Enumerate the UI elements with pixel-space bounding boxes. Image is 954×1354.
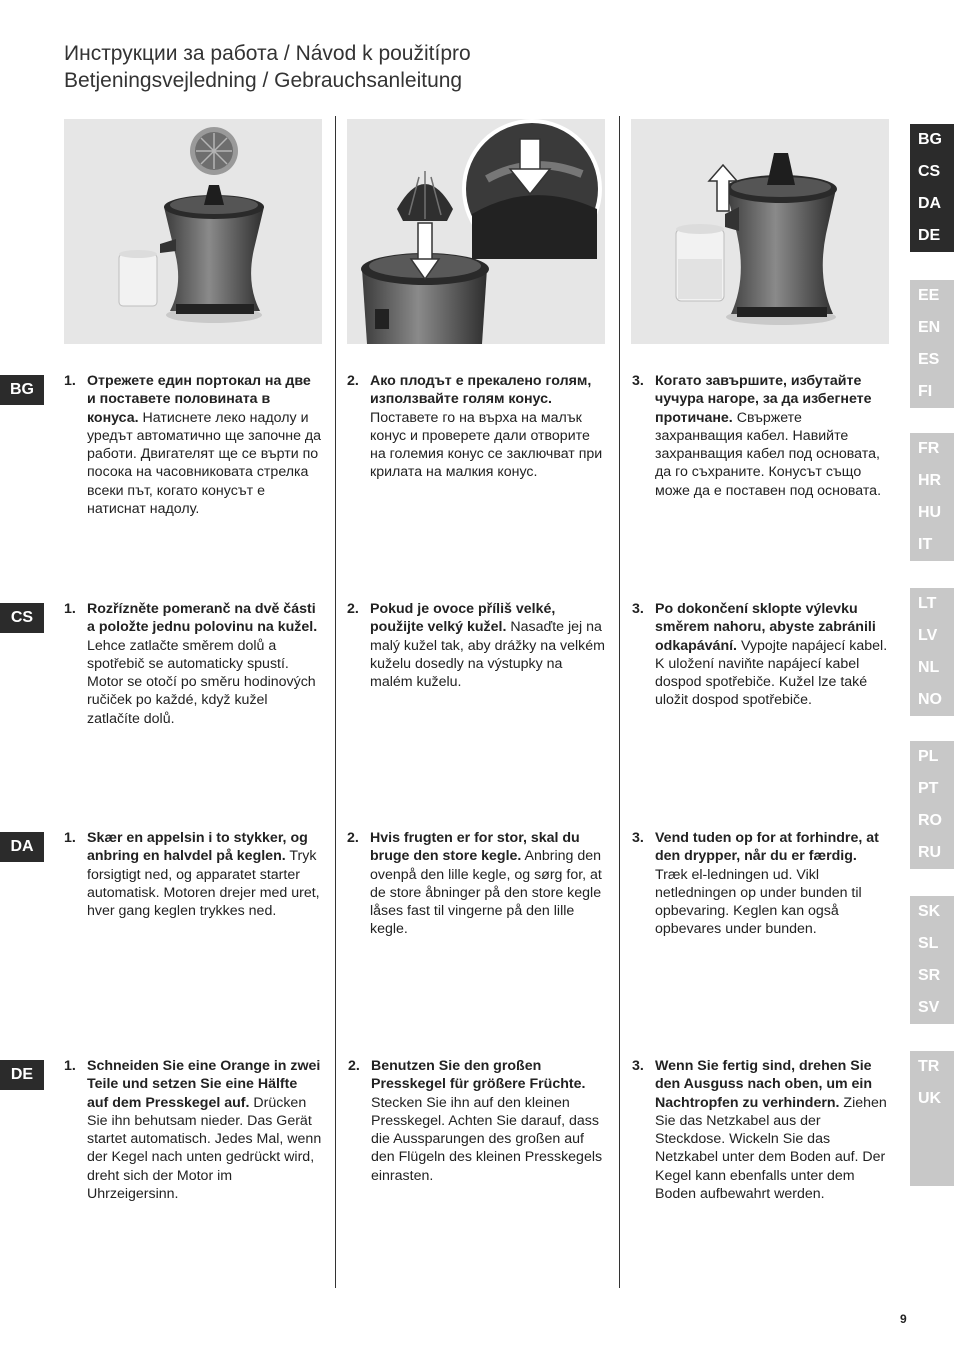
illustration-step-3	[631, 119, 889, 344]
page-title	[64, 40, 471, 94]
section-badge-de: DE	[0, 1060, 44, 1090]
step-body: Drücken Sie ihn behutsam nieder. Das Gerät startet automatisch. Jedes Mal, wenn der Kegel nach unten gedrückt wird, dreht sich der Motor im Uhrzeigersinn.	[87, 1094, 322, 1203]
step-heading: Ако плодът е прекалено голям, използвайте голям конус.	[370, 373, 592, 408]
step-body: Nasaďte jej na malý kužel tak, aby drážky na velkém kuželu dosedly na výstupky na malém kuželu.	[370, 619, 605, 691]
language-tab-group-1	[910, 124, 954, 252]
language-tab-group-4	[910, 588, 954, 716]
step-bg-3	[632, 372, 890, 500]
step-body: Lehce zatlačte směrem dolů a spotřebič se automaticky spustí. Motor se otočí po směru hodinových ručiček po každé, když kužel zatlačíte dolů.	[87, 637, 316, 727]
language-tab-ee[interactable]: EE	[918, 287, 940, 304]
language-tab-sr[interactable]: SR	[918, 967, 941, 984]
step-number: 2.	[347, 601, 359, 617]
step-heading: Po dokončení sklopte výlevku směrem nahoru, abyste zabránili odkapávání.	[655, 601, 876, 654]
step-cs-2	[347, 600, 605, 691]
step-heading: Vend tuden op for at forhindre, at den drypper, når du er færdig.	[655, 830, 879, 865]
page-number: 9	[900, 1312, 907, 1326]
step-bg-2	[347, 372, 605, 482]
language-tab-sk[interactable]: SK	[918, 903, 941, 920]
language-tab-hu[interactable]: HU	[918, 504, 942, 521]
language-tab-fi[interactable]: FI	[918, 383, 933, 400]
step-number: 3.	[632, 1058, 644, 1074]
language-tab-tr[interactable]: TR	[918, 1058, 940, 1075]
language-tab-pl[interactable]: PL	[918, 748, 939, 765]
step-body: Натиснете леко надолу и уредът автоматично ще започне да работи. Двигателят ще се върти по посока на часовниковата стрелка всеки път, когато конусът е натиснат надолу.	[87, 409, 322, 518]
step-number: 2.	[348, 1058, 360, 1074]
language-tab-lt[interactable]: LT	[918, 595, 937, 612]
step-body: Træk el-ledningen ud. Vikl netledningen op under bunden til opbevaring. Keglen kan også opbevares under bunden.	[655, 866, 862, 938]
step-heading: Pokud je ovoce příliš velké, použijte velký kužel.	[370, 601, 556, 636]
step-da-1	[64, 829, 322, 920]
step-da-2	[347, 829, 605, 939]
step-heading: Skær en appelsin i to stykker, og anbring en halvdel på keglen.	[87, 830, 308, 865]
step-body: Свържете захранващия кабел. Навийте захранващия кабел под основата, да го съхраните. Конусът също може да е поставен под основата.	[655, 409, 882, 499]
language-tab-sv[interactable]: SV	[918, 999, 940, 1016]
step-body: Ziehen Sie das Netzkabel aus der Steckdose. Wickeln Sie das Netzkabel unter dem Boden auf. Der Kegel kann ebenfalls unter dem Boden aufbewahrt werden.	[655, 1094, 887, 1203]
step-number: 1.	[64, 830, 76, 846]
step-number: 2.	[347, 830, 359, 846]
step-heading: Wenn Sie fertig sind, drehen Sie den Ausguss nach oben, um ein Nachtropfen zu verhindern.	[655, 1058, 873, 1111]
language-tab-bg[interactable]: BG	[918, 131, 942, 148]
column-divider-1	[335, 116, 336, 1288]
language-tab-uk[interactable]: UK	[918, 1090, 942, 1107]
language-tab-ru[interactable]: RU	[918, 844, 942, 861]
step-de-2	[348, 1057, 606, 1185]
language-tab-en[interactable]: EN	[918, 319, 941, 336]
step-cs-3	[632, 600, 890, 710]
step-number: 3.	[632, 830, 644, 846]
language-tab-nl[interactable]: NL	[918, 659, 940, 676]
section-badge-da: DA	[0, 832, 44, 862]
language-tab-lv[interactable]: LV	[918, 627, 938, 644]
language-tab-sl[interactable]: SL	[918, 935, 939, 952]
step-number: 2.	[347, 373, 359, 389]
title-line-2: Betjeningsvejledning / Gebrauchsanleitung	[64, 69, 463, 92]
column-divider-2	[619, 116, 620, 1288]
step-cs-1	[64, 600, 322, 728]
step-body: Поставете го на върха на малък конус и проверете дали отворите на големия конус се заключват при крилата на малкия конус.	[370, 409, 603, 481]
title-line-1: Инструкции за работа / Návod k použitípro	[64, 42, 471, 65]
language-tab-cs[interactable]: CS	[918, 163, 941, 180]
language-tab-group-6	[910, 896, 954, 1024]
step-bg-1	[64, 372, 322, 518]
language-tab-fr[interactable]: FR	[918, 440, 940, 457]
step-body: Stecken Sie ihn auf den kleinen Presskegel. Achten Sie darauf, dass die Aussparungen des großen auf den Flügeln des kleinen Presskegels einrasten.	[371, 1094, 603, 1184]
language-tab-group-2	[910, 280, 954, 408]
language-tab-hr[interactable]: HR	[918, 472, 942, 489]
step-heading: Schneiden Sie eine Orange in zwei Teile und setzen Sie eine Hälfte auf dem Presskegel auf.	[87, 1058, 321, 1111]
step-number: 3.	[632, 601, 644, 617]
language-tab-group-5	[910, 741, 954, 869]
section-badge-bg: BG	[0, 375, 44, 405]
language-tab-no[interactable]: NO	[918, 691, 942, 708]
step-de-1	[64, 1057, 322, 1203]
language-tab-ro[interactable]: RO	[918, 812, 942, 829]
language-tab-it[interactable]: IT	[918, 536, 933, 553]
step-body: Vypojte napájecí kabel. K uložení naviňte napájecí kabel dospod spotřebiče. Kužel lze také uložit dospod spotřebiče.	[655, 637, 888, 709]
language-tab-group-3	[910, 433, 954, 561]
step-body: Tryk forsigtigt ned, og apparatet starter automatisk. Motoren drejer med uret, hver gang keglen trykkes ned.	[87, 848, 320, 920]
step-heading: Hvis frugten er for stor, skal du bruge den store kegle.	[370, 830, 580, 865]
step-number: 3.	[632, 373, 644, 389]
step-number: 1.	[64, 1058, 76, 1074]
step-de-3	[632, 1057, 890, 1203]
step-number: 1.	[64, 373, 76, 389]
section-badge-cs: CS	[0, 603, 44, 633]
language-tab-da[interactable]: DA	[918, 195, 942, 212]
illustration-step-1	[64, 119, 322, 344]
language-tab-pt[interactable]: PT	[918, 780, 939, 797]
step-heading: Отрежете един портокал на две и поставете половината в конуса.	[87, 373, 311, 426]
illustration-step-2	[347, 119, 605, 344]
step-body: Anbring den ovenpå den lille kegle, og sørg for, at de store åbninger på den store kegle låses fast til vingerne på den lille kegle.	[370, 848, 602, 938]
step-heading: Когато завършите, избутайте чучура нагоре, за да избегнете протичане.	[655, 373, 872, 426]
step-heading: Benutzen Sie den großen Presskegel für größere Früchte.	[371, 1058, 586, 1093]
language-tab-es[interactable]: ES	[918, 351, 940, 368]
language-tab-de[interactable]: DE	[918, 227, 941, 244]
step-da-3	[632, 829, 890, 939]
step-number: 1.	[64, 601, 76, 617]
step-heading: Rozřízněte pomeranč na dvě části a položte jednu polovinu na kužel.	[87, 601, 318, 636]
language-tab-group-7	[910, 1051, 954, 1186]
